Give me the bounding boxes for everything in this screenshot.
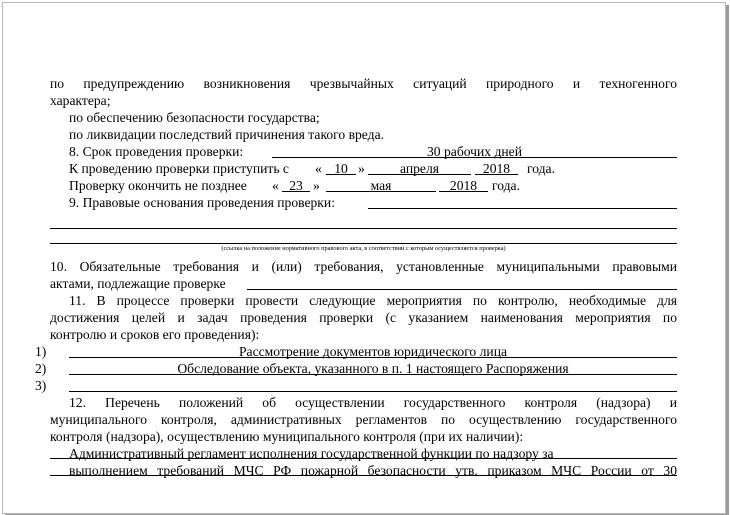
measure-item: Обследование объекта, указанного в п. 1 настоящего Распоряжения bbox=[69, 360, 677, 375]
text-line: характера; bbox=[50, 93, 111, 108]
item-10-field bbox=[247, 275, 677, 290]
quote-open: « bbox=[272, 178, 279, 193]
document-page bbox=[2, 2, 726, 514]
text-line: по ликвидации последствий причинения такого вреда. bbox=[69, 127, 385, 142]
quote-open: « bbox=[315, 161, 322, 176]
blank-rule bbox=[50, 243, 677, 244]
start-month: апреля bbox=[368, 160, 471, 175]
year-suffix: года. bbox=[527, 161, 555, 176]
item-11-line: 11. В процессе проверки провести следующие мероприятия по контролю, необходимые для bbox=[69, 293, 677, 308]
item-9-label: 9. Правовые основания проведения проверки: bbox=[69, 195, 335, 210]
legal-note: (ссылка на положение нормативного правового акта, в соответствии с которым осуществляется проверка) bbox=[221, 245, 506, 252]
measure-number: 2) bbox=[35, 361, 47, 376]
quote-close: » bbox=[358, 161, 365, 176]
item-8-value: 30 рабочих дней bbox=[272, 143, 677, 158]
item-12-value: выполнением требований МЧС РФ пожарной безопасности утв. приказом МЧС России от 30 bbox=[50, 462, 677, 476]
text-line: по обеспечению безопасности государства; bbox=[69, 110, 320, 125]
item-12-line: муниципального контроля, административных регламентов по осуществлению государственного bbox=[50, 412, 677, 427]
item-12-line: 12. Перечень положений об осуществлении государственного контроля (надзора) и bbox=[69, 395, 677, 410]
end-prefix: Проверку окончить не позднее bbox=[69, 178, 247, 193]
item-8-label: 8. Срок проведения проверки: bbox=[69, 144, 244, 159]
measure-item bbox=[69, 377, 677, 392]
measure-item: Рассмотрение документов юридического лица bbox=[69, 343, 677, 358]
text-line: по предупреждению возникновения чрезвычайных ситуаций природного и техногенного bbox=[50, 76, 677, 91]
quote-close: » bbox=[313, 178, 320, 193]
item-9-field bbox=[368, 194, 677, 209]
item-10-line: 10. Обязательные требования и (или) требования, установленные муниципальными правовыми bbox=[50, 259, 677, 274]
item-11-line: контролю и сроков его проведения): bbox=[50, 327, 260, 342]
year-suffix: года. bbox=[492, 178, 520, 193]
end-month: мая bbox=[326, 177, 436, 192]
start-year: 2018 bbox=[475, 160, 518, 175]
measure-number: 1) bbox=[35, 344, 47, 359]
end-day: 23 bbox=[282, 177, 310, 192]
item-11-line: достижения целей и задач проведения проверки (с указанием наименования мероприятия по bbox=[50, 310, 677, 325]
item-10-line: актами, подлежащие проверке bbox=[50, 276, 226, 291]
item-12-value: Административный регламент исполнения государственной функции по надзору за bbox=[50, 445, 677, 459]
start-day: 10 bbox=[326, 160, 356, 175]
item-12-line: контроля (надзора), осуществлению муниципального контроля (при их наличии): bbox=[50, 429, 524, 444]
blank-rule bbox=[50, 228, 677, 229]
end-year: 2018 bbox=[439, 177, 488, 192]
measure-number: 3) bbox=[35, 378, 47, 393]
start-prefix: К проведению проверки приступить с bbox=[69, 161, 289, 176]
